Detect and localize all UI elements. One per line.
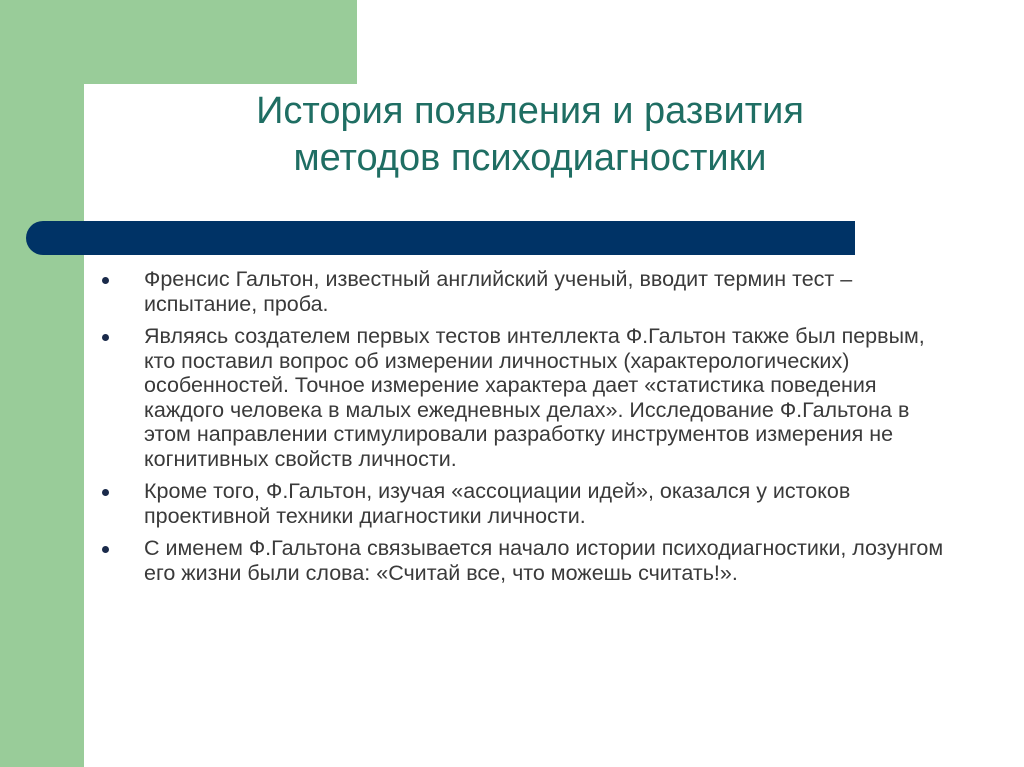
- bullet-dot-icon: [102, 277, 109, 284]
- bullet-dot-icon: [102, 334, 109, 341]
- bullet-item: [102, 324, 952, 471]
- bullet-item: [102, 536, 952, 585]
- title-line-2: методов психодиагностики: [293, 137, 767, 179]
- title-line-1: История появления и развития: [256, 90, 804, 132]
- green-top-band: [0, 0, 357, 84]
- bullet-item: [102, 479, 952, 528]
- bullet-text: С именем Ф.Гальтона связывается начало истории психодиагностики, лозунгом его жизни были слова: «Считай все, что можешь считать!».: [144, 536, 944, 585]
- slide-title: [160, 88, 900, 182]
- bullet-text: Френсис Гальтон, известный английский ученый, вводит термин тест – испытание, проба.: [144, 267, 853, 316]
- bullet-item: [102, 267, 952, 316]
- bullet-dot-icon: [102, 489, 109, 496]
- green-side-band: [0, 0, 84, 767]
- bullet-list: [102, 267, 952, 593]
- title-divider-bar: [26, 221, 855, 255]
- bullet-dot-icon: [102, 546, 109, 553]
- bullet-text: Являясь создателем первых тестов интеллекта Ф.Гальтон также был первым, кто поставил вопрос об измерении личностных (характерологических) особенностей. Точное измерение характера дает «статистика поведения каждого человека в малых ежедневных делах». Исследование Ф.Гальтона в этом направлении стимулировали разработку инструментов измерения не когнитивных свойств личности.: [144, 324, 925, 471]
- bullet-text: Кроме того, Ф.Гальтон, изучая «ассоциации идей», оказался у истоков проективной техники диагностики личности.: [144, 479, 851, 528]
